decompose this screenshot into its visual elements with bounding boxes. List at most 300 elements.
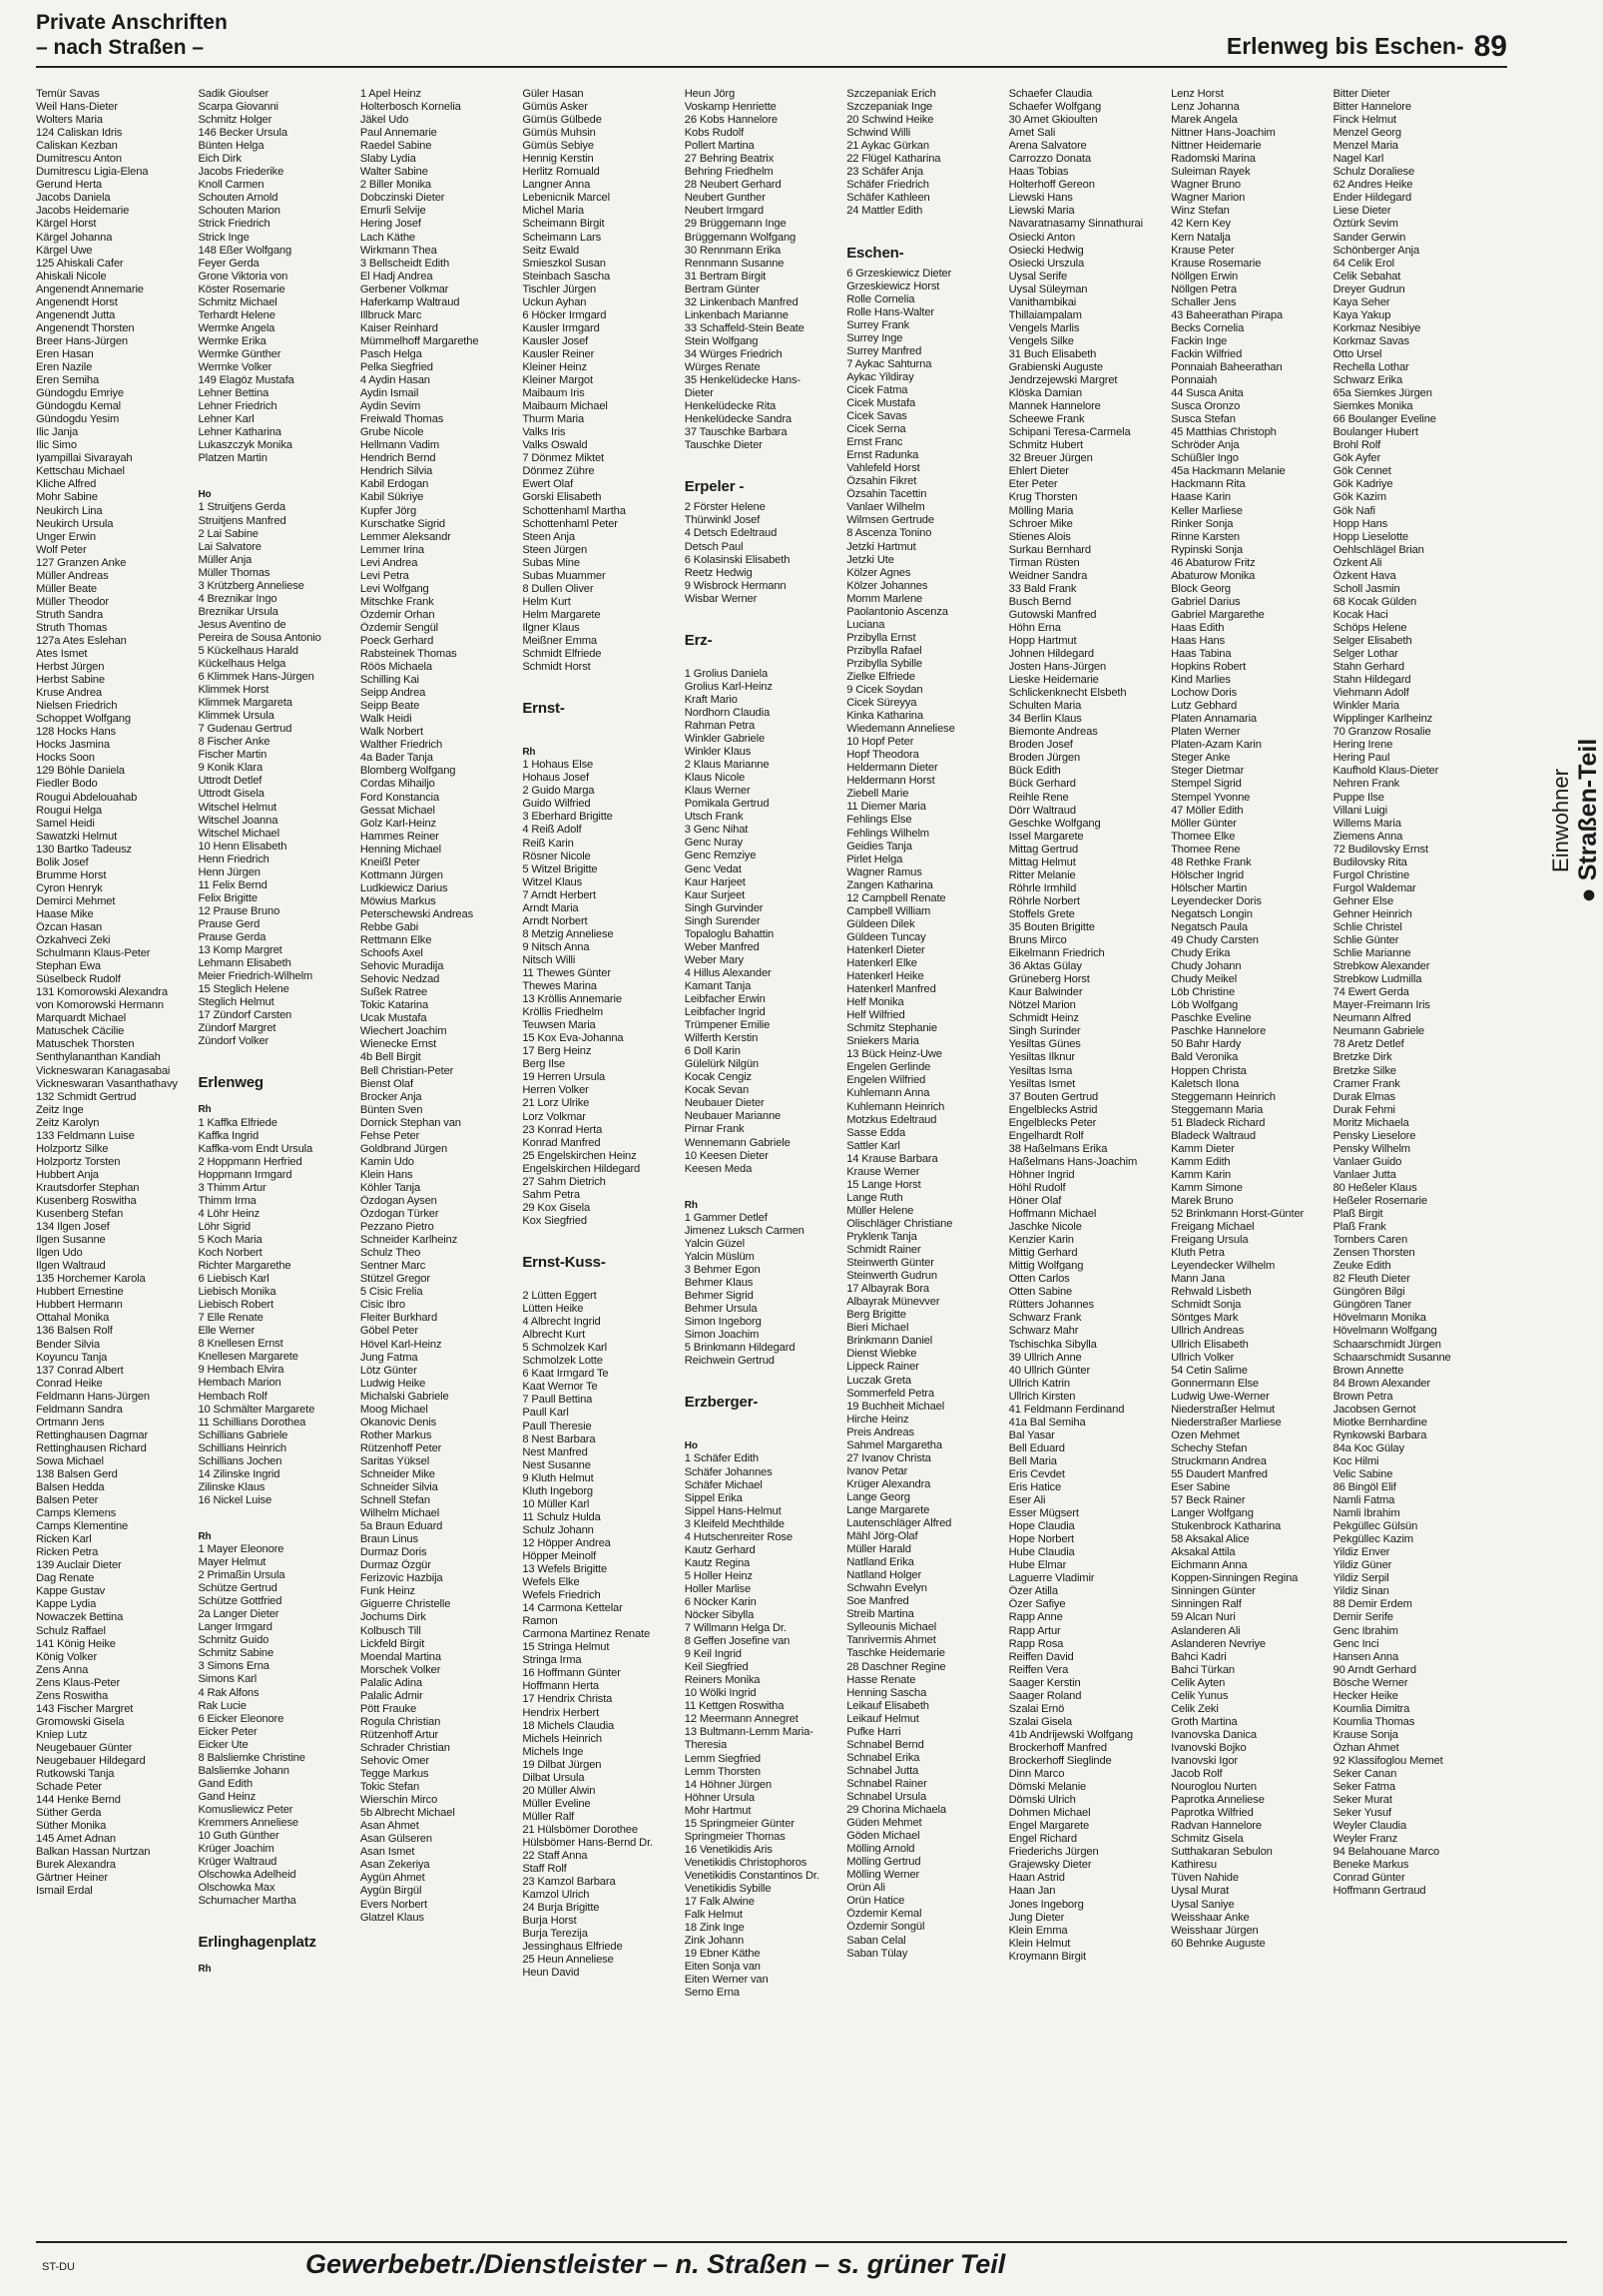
- resident-entry: Ernst Franc: [846, 436, 903, 449]
- street-heading: Ernst-Kuss-: [522, 1253, 606, 1271]
- resident-entry: 8 Dullen Oliver: [522, 582, 594, 595]
- resident-entry: 11 Schulz Hulda: [522, 1510, 601, 1523]
- resident-entry: 10 Keesen Dieter: [684, 1149, 769, 1162]
- directory-column: [198, 88, 357, 2239]
- resident-entry: Balsen Hedda: [36, 1481, 105, 1494]
- resident-entry: Schnell Stefan: [359, 1494, 430, 1507]
- resident-entry: Ramon: [522, 1615, 558, 1628]
- resident-entry: Müller Thomas: [198, 566, 270, 579]
- resident-entry: Uttrodt Detlef: [198, 775, 263, 788]
- resident-entry: Engelblecks Peter: [1008, 1116, 1097, 1129]
- resident-entry: Schaefer Claudia: [1008, 88, 1093, 100]
- resident-entry: Utsch Frank: [684, 811, 744, 824]
- resident-entry: Kausler Josef: [522, 334, 589, 347]
- resident-entry: Krause Rosemarie: [1171, 257, 1262, 270]
- resident-entry: Singh Surinder: [1008, 1025, 1081, 1038]
- resident-entry: Cicek Fatma: [846, 383, 908, 396]
- resident-entry: Gümüs Asker: [522, 101, 588, 114]
- resident-entry: Cicek Savas: [846, 410, 907, 423]
- resident-entry: Cisic Ibro: [359, 1299, 405, 1312]
- resident-entry: Kocak Sevan: [684, 1084, 750, 1097]
- district-code: Rh: [198, 1530, 212, 1542]
- resident-entry: Haas Tobias: [1008, 166, 1069, 179]
- resident-entry: Hövel Karl-Heinz: [359, 1338, 442, 1351]
- resident-entry: Hohaus Josef: [522, 772, 589, 785]
- resident-entry: Sommerfeld Petra: [846, 1387, 934, 1400]
- resident-entry: 12 Höpper Andrea: [522, 1536, 611, 1549]
- resident-entry: Rebbe Gabi: [359, 921, 419, 933]
- resident-entry: Balsliemke Johann: [198, 1764, 289, 1777]
- resident-entry: 32 Linkenbach Manfred: [684, 295, 799, 308]
- resident-entry: Koch Norbert: [198, 1246, 263, 1259]
- resident-entry: 70 Granzow Rosalie: [1333, 726, 1431, 739]
- resident-entry: Schottenhaml Martha: [522, 504, 626, 517]
- resident-entry: Mölling Gertrud: [846, 1856, 921, 1869]
- resident-entry: Springmeier Thomas: [684, 1830, 786, 1843]
- directory-column: [846, 88, 1006, 2239]
- resident-entry: 14 Zilinske Ingrid: [198, 1467, 280, 1480]
- resident-entry: Osiecki Hedwig: [1008, 244, 1084, 257]
- resident-entry: Stoffels Grete: [1008, 907, 1075, 920]
- resident-entry: 3 Bellscheidt Edith: [359, 257, 450, 270]
- resident-entry: Paschke Hannelore: [1171, 1025, 1267, 1038]
- resident-entry: Burek Alexandra: [36, 1859, 116, 1872]
- resident-entry: Wilmsen Gertrude: [846, 514, 934, 527]
- resident-entry: Kaya Yakup: [1333, 308, 1391, 321]
- resident-entry: Gök Nafi: [1333, 504, 1375, 517]
- resident-entry: Gabriel Darius: [1171, 595, 1241, 608]
- resident-entry: Heldermann Dieter: [846, 762, 938, 775]
- resident-entry: Marquardt Michael: [36, 1012, 127, 1025]
- resident-entry: Schüßler Ingo: [1171, 452, 1239, 465]
- resident-entry: Jung Fatma: [359, 1351, 418, 1364]
- resident-entry: Sinningen Ralf: [1171, 1598, 1242, 1611]
- resident-entry: Nest Susanne: [522, 1458, 591, 1471]
- resident-entry: Wennemann Gabriele: [684, 1136, 791, 1149]
- resident-entry: Gümüs Gülbede: [522, 114, 602, 127]
- resident-entry: 11 Schillians Dorothea: [198, 1416, 306, 1429]
- resident-entry: Wipplinger Karlheinz: [1333, 713, 1433, 726]
- resident-entry: 17 Zündorf Carsten: [198, 1009, 292, 1022]
- resident-entry: Gehner Heinrich: [1333, 907, 1412, 920]
- resident-entry: Kniep Lutz: [36, 1728, 88, 1741]
- resident-entry: Hube Claudia: [1008, 1546, 1075, 1559]
- resident-entry: Eiten Sonja van: [684, 1961, 761, 1974]
- resident-entry: 1 Grolius Daniela: [684, 667, 769, 680]
- resident-entry: Broden Josef: [1008, 739, 1073, 752]
- resident-entry: Freigang Ursula: [1171, 1234, 1249, 1247]
- resident-entry: Eris Cevdet: [1008, 1467, 1065, 1480]
- resident-entry: Kox Siegfried: [522, 1214, 587, 1227]
- resident-entry: Rettinghausen Dagmar: [36, 1429, 149, 1441]
- resident-entry: Paul Annemarie: [359, 127, 437, 140]
- resident-entry: 55 Daudert Manfred: [1171, 1467, 1268, 1480]
- resident-entry: 8 Ascenza Tonino: [846, 527, 932, 540]
- resident-entry: Saban Tülay: [846, 1947, 908, 1960]
- resident-entry: Platen Werner: [1171, 726, 1241, 739]
- resident-entry: 17 Hendrix Christa: [522, 1693, 613, 1706]
- resident-entry: 10 Müller Karl: [522, 1497, 590, 1510]
- resident-entry: Saager Kerstin: [1008, 1676, 1081, 1689]
- resident-entry: Gonnermann Else: [1171, 1377, 1259, 1390]
- resident-entry: Brown Petra: [1333, 1390, 1393, 1403]
- directory-column: [685, 88, 844, 2239]
- resident-entry: Stephan Ewa: [36, 960, 101, 973]
- resident-entry: Weber Mary: [684, 953, 744, 966]
- resident-entry: 138 Balsen Gerd: [36, 1467, 118, 1480]
- resident-entry: Pensky Wilhelm: [1333, 1142, 1410, 1155]
- resident-entry: Röhrle Norbert: [1008, 894, 1080, 907]
- resident-entry: Henn Jürgen: [198, 865, 261, 878]
- resident-entry: 17 Albayrak Bora: [846, 1283, 929, 1296]
- resident-entry: Natlland Erika: [846, 1556, 914, 1569]
- resident-entry: Schäfer Michael: [684, 1478, 763, 1491]
- resident-entry: 5 Koch Maria: [198, 1233, 263, 1246]
- resident-entry: Ivanovski Igor: [1171, 1755, 1238, 1767]
- resident-entry: 29 Kox Gisela: [522, 1201, 591, 1214]
- resident-entry: Stienes Alois: [1008, 530, 1071, 543]
- resident-entry: 7 Willmann Helga Dr.: [684, 1622, 787, 1635]
- resident-entry: Szalai Ernö: [1008, 1702, 1065, 1715]
- resident-entry: 3 Eberhard Brigitte: [522, 811, 613, 824]
- resident-entry: Gärtner Heiner: [36, 1872, 108, 1885]
- resident-entry: Schoofs Axel: [359, 947, 423, 960]
- resident-entry: Uysal Serife: [1008, 270, 1068, 283]
- resident-entry: Nitsch Willi: [522, 953, 576, 966]
- resident-entry: 1 Apel Heinz: [359, 88, 421, 100]
- resident-entry: Sattler Karl: [846, 1139, 900, 1152]
- resident-entry: 21 Hülsbömer Dorothee: [522, 1823, 638, 1836]
- resident-entry: Lehmann Elisabeth: [198, 957, 291, 970]
- resident-entry: Chudy Meikel: [1171, 973, 1238, 986]
- resident-entry: Prause Gerda: [198, 931, 267, 943]
- resident-entry: Schumacher Martha: [198, 1895, 296, 1908]
- resident-entry: 4 Albrecht Ingrid: [522, 1316, 601, 1329]
- resident-entry: Sinningen Günter: [1171, 1585, 1256, 1598]
- resident-entry: Balsen Peter: [36, 1494, 99, 1507]
- resident-entry: Serno Erna: [684, 1987, 740, 2000]
- resident-entry: Kückelhaus Helga: [198, 658, 286, 671]
- resident-entry: Marek Angela: [1171, 114, 1238, 127]
- resident-entry: Nehren Frank: [1333, 778, 1400, 791]
- resident-entry: 7 Dönmez Miktet: [522, 452, 604, 465]
- resident-entry: Aydin Sevim: [359, 400, 421, 413]
- resident-entry: Bell Eduard: [1008, 1441, 1065, 1454]
- resident-entry: 15 Stringa Helmut: [522, 1641, 610, 1654]
- resident-entry: Berg Ilse: [522, 1058, 566, 1071]
- resident-entry: Neugebauer Hildegard: [36, 1755, 146, 1767]
- resident-entry: Teuwsen Maria: [522, 1019, 596, 1032]
- resident-entry: Maibaum Michael: [522, 400, 608, 413]
- resident-entry: Surrey Frank: [846, 318, 910, 331]
- resident-entry: Schütze Gertrud: [198, 1582, 277, 1595]
- street-heading: Ernst-: [522, 700, 565, 718]
- resident-entry: Strebkow Alexander: [1333, 960, 1430, 973]
- resident-entry: Jäkel Udo: [359, 114, 409, 127]
- resident-entry: Dumitrescu Anton: [36, 153, 122, 166]
- resident-entry: Özsahin Tacettin: [846, 488, 927, 501]
- resident-entry: Ewert Olaf: [522, 478, 574, 491]
- resident-entry: Hammes Reiner: [359, 830, 439, 843]
- resident-entry: Pufke Harri: [846, 1725, 901, 1738]
- resident-entry: 130 Bartko Tadeusz: [36, 843, 132, 856]
- resident-entry: Raedel Sabine: [359, 140, 432, 153]
- resident-entry: 137 Conrad Albert: [36, 1364, 124, 1377]
- resident-entry: Nagel Karl: [1333, 153, 1384, 166]
- resident-entry: Rettinghausen Richard: [36, 1441, 147, 1454]
- resident-entry: Behring Friedhelm: [684, 166, 774, 179]
- resident-entry: Block Georg: [1171, 582, 1231, 595]
- resident-entry: Kaat Wernor Te: [522, 1381, 598, 1394]
- resident-entry: Krautsdorfer Stephan: [36, 1181, 140, 1194]
- resident-entry: Knellesen Margarete: [198, 1351, 298, 1364]
- resident-entry: Hoffmann Gertraud: [1333, 1885, 1426, 1898]
- resident-entry: Conrad Günter: [1333, 1872, 1405, 1885]
- resident-entry: Hering Irene: [1333, 739, 1393, 752]
- resident-entry: Kamant Tanja: [684, 979, 752, 992]
- resident-entry: 20 Müller Alwin: [522, 1784, 596, 1797]
- resident-entry: Bell Maria: [1008, 1454, 1057, 1467]
- resident-entry: Henkelüdecke Sandra: [684, 413, 792, 426]
- resident-entry: Vanlaer Wilhelm: [846, 501, 925, 514]
- resident-entry: Jaschke Nicole: [1008, 1221, 1082, 1234]
- resident-entry: Klaus Nicole: [684, 772, 746, 785]
- resident-entry: Brumme Horst: [36, 868, 107, 881]
- resident-entry: Stahn Hildegard: [1333, 674, 1411, 687]
- resident-entry: Conrad Heike: [36, 1377, 103, 1390]
- resident-entry: Reiffen Vera: [1008, 1663, 1069, 1676]
- resident-entry: Mayer-Freimann Iris: [1333, 999, 1430, 1012]
- resident-entry: Rinker Sonja: [1171, 517, 1234, 530]
- resident-entry: Cyron Henryk: [36, 881, 103, 894]
- resident-entry: Rösner Nicole: [522, 850, 591, 862]
- resident-entry: Rehwald Lisbeth: [1171, 1286, 1252, 1299]
- resident-entry: Plaß Birgit: [1333, 1208, 1383, 1221]
- resident-entry: Ahiskali Nicole: [36, 270, 107, 283]
- resident-entry: 23 Konrad Herta: [522, 1123, 603, 1136]
- section-title-line1: Private Anschriften: [36, 11, 228, 34]
- resident-entry: Grabienski Auguste: [1008, 360, 1103, 373]
- resident-entry: Levi Petra: [359, 569, 409, 582]
- resident-entry: Singh Surender: [684, 914, 761, 927]
- resident-entry: Ricken Karl: [36, 1533, 92, 1546]
- resident-entry: Rogula Christian: [359, 1715, 441, 1728]
- resident-entry: Hecker Heike: [1333, 1689, 1398, 1702]
- resident-entry: Rapp Rosa: [1008, 1637, 1064, 1650]
- resident-entry: Ender Hildegard: [1333, 192, 1412, 205]
- resident-entry: Struitjens Manfred: [198, 514, 286, 527]
- resident-entry: Pekgüllec Kazim: [1333, 1533, 1413, 1546]
- resident-entry: Gök Cennet: [1333, 465, 1391, 478]
- resident-entry: Kocak Haci: [1333, 608, 1388, 621]
- resident-entry: Kamm Dieter: [1171, 1142, 1235, 1155]
- resident-entry: Arndt Maria: [522, 901, 579, 914]
- resident-entry: Güler Hasan: [522, 88, 584, 100]
- resident-entry: Güngören Taner: [1333, 1299, 1412, 1312]
- resident-entry: 14 Krause Barbara: [846, 1152, 938, 1165]
- resident-entry: Zilinske Klaus: [198, 1480, 266, 1493]
- resident-entry: Liewski Hans: [1008, 192, 1073, 205]
- resident-entry: Kroymann Birgit: [1008, 1950, 1086, 1963]
- resident-entry: Hoffmann Herta: [522, 1680, 599, 1693]
- resident-entry: Hatenkerl Elke: [846, 957, 917, 969]
- resident-entry: Hopp Hartmut: [1008, 634, 1077, 647]
- resident-entry: Sippel Erika: [684, 1491, 743, 1504]
- directory-column: [360, 88, 520, 2239]
- resident-entry: Budilovsky Rita: [1333, 856, 1407, 868]
- resident-entry: 8 Geffen Josefine van: [684, 1635, 791, 1648]
- resident-entry: 19 Buchheit Michael: [846, 1400, 945, 1413]
- resident-entry: Pelka Siegfried: [359, 360, 433, 373]
- resident-entry: 9 Wisbrock Hermann: [684, 579, 787, 592]
- resident-entry: Krause Werner: [846, 1165, 920, 1178]
- resident-entry: Kröllis Friedhelm: [522, 1006, 604, 1019]
- resident-entry: Ilgen Waltraud: [36, 1260, 106, 1273]
- resident-entry: Schlie Christel: [1333, 921, 1402, 933]
- resident-entry: Bieri Michael: [846, 1322, 909, 1335]
- resident-entry: Wolf Peter: [36, 543, 87, 556]
- resident-entry: Schaller Jens: [1171, 295, 1237, 308]
- resident-entry: Behmer Sigrid: [684, 1290, 754, 1303]
- resident-entry: Funk Heinz: [359, 1585, 415, 1598]
- resident-entry: Winz Stefan: [1171, 205, 1230, 218]
- resident-entry: Orün Ali: [846, 1882, 885, 1895]
- resident-entry: Kamzol Ulrich: [522, 1889, 590, 1902]
- resident-entry: 7 Gudenau Gertrud: [198, 723, 292, 736]
- resident-entry: 4 Detsch Edeltraud: [684, 527, 778, 540]
- resident-entry: Grolius Karl-Heinz: [684, 680, 773, 693]
- resident-entry: Lehner Bettina: [198, 387, 269, 400]
- resident-entry: 49 Chudy Carsten: [1171, 934, 1259, 947]
- resident-entry: 1 Kaffka Elfriede: [198, 1116, 277, 1129]
- resident-entry: 3 Genc Nihat: [684, 824, 749, 837]
- resident-entry: Gündogdu Kemal: [36, 400, 121, 413]
- resident-entry: Höhn Erna: [1008, 621, 1061, 634]
- resident-entry: 4b Bell Birgit: [359, 1051, 421, 1064]
- resident-entry: Elle Werner: [198, 1325, 256, 1338]
- resident-entry: Steinbach Sascha: [522, 270, 611, 283]
- district-code: Rh: [198, 1964, 212, 1976]
- resident-entry: Haas Hans: [1171, 634, 1226, 647]
- resident-entry: Michels Inge: [522, 1745, 584, 1758]
- resident-entry: 2a Langer Dieter: [198, 1608, 279, 1621]
- resident-entry: 57 Beck Rainer: [1171, 1494, 1246, 1507]
- resident-entry: Steglich Helmut: [198, 996, 274, 1009]
- resident-entry: Schnabel Erika: [846, 1751, 920, 1764]
- resident-entry: Bertram Günter: [684, 283, 760, 295]
- resident-entry: Henkelüdecke Rita: [684, 400, 777, 413]
- resident-entry: 16 Nickel Luise: [198, 1493, 272, 1506]
- resident-entry: Hasse Renate: [846, 1673, 916, 1686]
- resident-entry: Yesiltas Ismet: [1008, 1077, 1076, 1090]
- resident-entry: Balkan Hassan Nurtzan: [36, 1846, 151, 1859]
- resident-entry: Sawatzki Helmut: [36, 830, 118, 843]
- resident-entry: Sippel Hans-Helmut: [684, 1504, 782, 1517]
- resident-entry: Krüger Joachim: [198, 1843, 274, 1856]
- resident-entry: Hopf Theodora: [846, 749, 919, 762]
- resident-entry: Weyler Claudia: [1333, 1820, 1407, 1833]
- resident-entry: Jones Ingeborg: [1008, 1898, 1084, 1911]
- resident-entry: Grzeskiewicz Horst: [846, 280, 940, 292]
- resident-entry: Aslanderen Nevriye: [1171, 1637, 1266, 1650]
- resident-entry: 33 Schaffeld-Stein Beate: [684, 321, 804, 334]
- resident-entry: 28 Daschner Regine: [846, 1660, 946, 1673]
- street-heading: Erlinghagenplatz: [198, 1934, 316, 1952]
- resident-entry: Thomee Elke: [1171, 830, 1236, 843]
- resident-entry: 80 Heßeler Klaus: [1333, 1181, 1417, 1194]
- resident-entry: 43 Baheerathan Pirapa: [1171, 308, 1283, 321]
- resident-entry: 4 Reiß Adolf: [522, 824, 582, 837]
- resident-entry: Schwarz Erika: [1333, 374, 1403, 387]
- resident-entry: Yesiltas Günes: [1008, 1038, 1081, 1051]
- resident-entry: Walk Heidi: [359, 713, 412, 726]
- resident-entry: 38 Haßelmans Erika: [1008, 1142, 1108, 1155]
- resident-entry: Reiß Karin: [522, 837, 574, 850]
- resident-entry: Rolle Cornelia: [846, 292, 915, 305]
- resident-entry: Schipani Teresa-Carmela: [1008, 426, 1131, 439]
- resident-entry: 124 Caliskan Idris: [36, 127, 123, 140]
- resident-entry: 6 Nöcker Karin: [684, 1595, 757, 1608]
- resident-entry: Biemonte Andreas: [1008, 726, 1098, 739]
- resident-entry: Rolle Hans-Walter: [846, 305, 934, 318]
- resident-entry: Rougui Helga: [36, 804, 102, 817]
- resident-entry: Gerund Herta: [36, 179, 102, 192]
- resident-entry: Schnabel Bernd: [846, 1738, 924, 1751]
- resident-entry: Lenz Johanna: [1171, 101, 1240, 114]
- resident-entry: Palalic Admir: [359, 1689, 423, 1702]
- resident-entry: Wisbar Werner: [684, 592, 758, 605]
- resident-entry: Dornick Stephan van: [359, 1116, 461, 1129]
- resident-entry: 52 Brinkmann Horst-Günter: [1171, 1208, 1305, 1221]
- resident-entry: 5a Braun Eduard: [359, 1520, 443, 1533]
- resident-entry: Grube Nicole: [359, 426, 424, 439]
- resident-entry: Müller Andreas: [36, 569, 109, 582]
- resident-entry: 2 Lütten Eggert: [522, 1290, 597, 1303]
- resident-entry: Rynkowski Barbara: [1333, 1429, 1427, 1441]
- resident-entry: Kamm Karin: [1171, 1168, 1232, 1181]
- resident-entry: 92 Klassifoglou Memet: [1333, 1755, 1443, 1767]
- resident-entry: Saban Celal: [846, 1934, 906, 1947]
- resident-entry: Gündogdu Yesim: [36, 413, 120, 426]
- resident-entry: Özhan Ahmet: [1333, 1741, 1399, 1754]
- resident-entry: 34 Berlin Klaus: [1008, 713, 1082, 726]
- resident-entry: 27 Behring Beatrix: [684, 153, 775, 166]
- resident-entry: Slaby Lydia: [359, 153, 416, 166]
- resident-entry: Simon Joachim: [684, 1329, 760, 1342]
- resident-entry: 16 Hoffmann Günter: [522, 1667, 621, 1680]
- resident-entry: Angenendt Jutta: [36, 308, 116, 321]
- resident-entry: Struth Sandra: [36, 608, 104, 621]
- resident-entry: Burja Horst: [522, 1915, 577, 1928]
- resident-entry: Platen-Azam Karin: [1171, 739, 1262, 752]
- resident-entry: Fehse Peter: [359, 1129, 420, 1142]
- resident-entry: Kenzier Karin: [1008, 1234, 1074, 1247]
- resident-entry: Kupfer Jörg: [359, 504, 417, 517]
- resident-entry: Thurm Maria: [522, 413, 585, 426]
- resident-entry: Venetikidis Constantinos Dr.: [684, 1869, 819, 1882]
- resident-entry: Lange Georg: [846, 1490, 910, 1503]
- resident-entry: 139 Auclair Dieter: [36, 1559, 122, 1572]
- resident-entry: Neubert Irmgard: [684, 205, 764, 218]
- resident-entry: Bünten Helga: [198, 140, 265, 153]
- resident-entry: Röös Michaela: [359, 661, 432, 674]
- resident-entry: Dilbat Ursula: [522, 1771, 585, 1784]
- resident-entry: Trümpener Emilie: [684, 1019, 771, 1032]
- resident-entry: Mann Jana: [1171, 1273, 1226, 1286]
- resident-entry: Tokic Katarina: [359, 999, 429, 1012]
- resident-entry: 37 Tauschke Barbara: [684, 426, 788, 439]
- resident-entry: Güldeen Dilek: [846, 917, 915, 930]
